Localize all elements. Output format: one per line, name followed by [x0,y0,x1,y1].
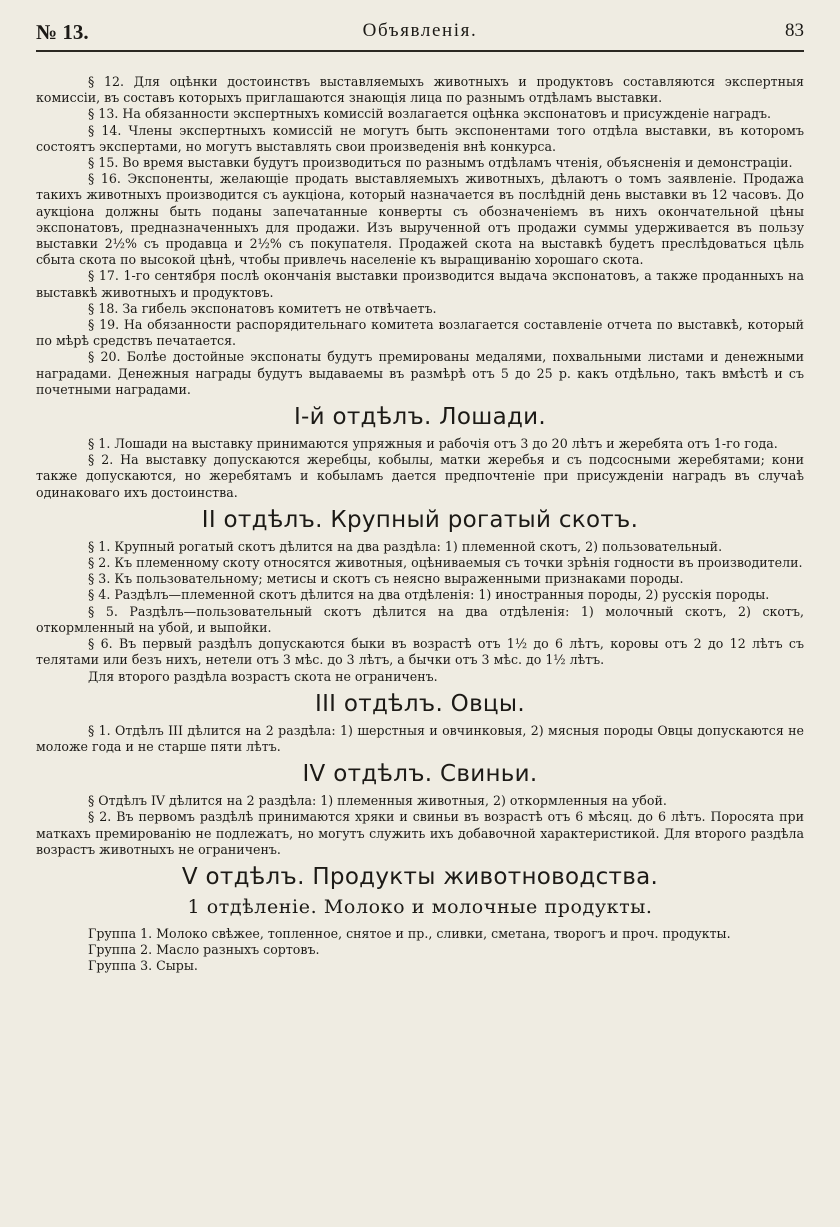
subsection-heading: 1 отдѣленіе. Молоко и молочные продукты. [187,895,653,918]
paragraph-16: § 16. Экспоненты, желающіе продать выставляемыхъ животныхъ, дѣлаютъ о томъ заявленіе. Продажа такихъ животныхъ производится съ аукціона, который назначается въ послѣдній день выставки въ 12 часовъ. До аукціона должны быть поданы запечатанные конверты съ обозначеніемъ въ нихъ окончательной цѣны экспонатовъ, предназначенныхъ для продажи. Изъ вырученной отъ продажи суммы удерживается въ пользу выставки 2½% съ продавца и 2½% съ покупателя. Продажей скота на выставкѣ будетъ преслѣдоваться цѣль сбыта скота по высокой цѣнѣ, чтобы привлечь населеніе къ выращиванію хорошаго скота. [36,171,804,268]
page-body [36,74,804,975]
paragraph-15: § 15. Во время выставки будутъ производиться по разнымъ отдѣламъ чтенія, объясненія и демонстраціи. [88,155,793,171]
paragraph: § 4. Раздѣлъ—племенной скотъ дѣлится на два отдѣленія: 1) иностранныя породы, 2) русскія породы. [88,587,770,603]
section-heading: IV отдѣлъ. Свиньи. [302,761,538,788]
paragraph: § 2. Въ первомъ раздѣлѣ принимаются хряки и свиньи въ возрастѣ отъ 6 мѣсяц. до 6 лѣтъ. Поросята при маткахъ премированію не подлежатъ, но могутъ служить ихъ добавочной характеристикой. Для второго раздѣла возрастъ животныхъ не ограниченъ. [36,809,804,857]
paragraph: § 5. Раздѣлъ—пользовательный скотъ дѣлится на два отдѣленія: 1) молочный скотъ, 2) скотъ, откормленный на убой, и выпойки. [36,603,804,635]
paragraph: § 1. Крупный рогатый скотъ дѣлится на два раздѣла: 1) племенной скотъ, 2) пользовательный. [88,538,723,554]
section-heading: I-й отдѣлъ. Лошади. [293,404,547,431]
paragraph-13: § 13. На обязанности экспертныхъ комиссій возлагается оцѣнка экспонатовъ и присужденіе наградъ. [88,106,772,122]
section-sheep [36,689,804,755]
group-item: Группа 3. Сыры. [88,958,198,974]
group-list [36,926,804,975]
section-pigs [36,759,804,858]
paragraph: § 1. Отдѣлъ III дѣлится на 2 раздѣла: 1) шерстныя и овчинковыя, 2) мясныя породы Овцы допускаются не моложе года и не старше пяти лѣтъ. [36,722,804,754]
paragraph-12: § 12. Для оцѣнки достоинствъ выставляемыхъ животныхъ и продуктовъ составляются экспертныя комиссіи, въ составъ которыхъ приглашаются знающія лица по разнымъ отдѣламъ выставки. [36,74,804,106]
section-title: Объявленія. [362,20,478,41]
paragraph: § 1. Лошади на выставку принимаются упряжныя и рабочія отъ 3 до 20 лѣтъ и жеребята отъ 1-го года. [88,436,778,452]
section-cattle [36,505,804,685]
paragraph: § 6. Въ первый раздѣлъ допускаются быки въ возрастѣ отъ 1½ до 6 лѣтъ, коровы отъ 2 до 12 лѣтъ съ телятами или безъ нихъ, нетели отъ 3 мѣс. до 3 лѣтъ, а бычки отъ 3 мѣс. до 1½ лѣтъ. [36,636,804,668]
paragraph-18: § 18. За гибель экспонатовъ комитетъ не отвѣчаетъ. [88,300,437,316]
paragraph-17: § 17. 1-го сентября послѣ окончанія выставки производится выдача экспонатовъ, а также проданныхъ на выставкѣ животныхъ и продуктовъ. [36,268,804,300]
section-heading: II отдѣлъ. Крупный рогатый скотъ. [201,506,639,533]
paragraph: § Отдѣлъ IV дѣлится на 2 раздѣла: 1) племенныя животныя, 2) откормленныя на убой. [88,793,667,809]
section-heading: III отдѣлъ. Овцы. [315,690,525,717]
page-number: 83 [785,20,804,41]
paragraph: § 2. На выставку допускаются жеребцы, кобылы, матки жеребья и съ подсосными жеребятами; кони также допускаются, но жеребятамъ и кобыламъ дается предпочтеніе при присужденіи наградъ въ случаѣ одинаковаго ихъ достоинства. [36,452,804,500]
section-heading: V отдѣлъ. Продукты животноводства. [181,863,659,890]
rules-block [36,74,804,398]
paragraph: Для второго раздѣла возрастъ скота не ограниченъ. [88,668,438,684]
header-rule [36,50,804,52]
paragraph-14: § 14. Члены экспертныхъ комиссій не могутъ быть экспонентами того отдѣла выставки, въ которомъ состоятъ экспертами, но могутъ выставлять свои произведенія внѣ конкурса. [36,122,804,154]
section-horses [36,402,804,501]
group-item: Группа 1. Молоко свѣжее, топленное, снятое и пр., сливки, сметана, творогъ и проч. продукты. [88,925,731,941]
paragraph: § 2. Къ племенному скоту относятся животныя, оцѣниваемыя съ точки зрѣнія годности въ производители. [88,555,803,571]
paragraph-19: § 19. На обязанности распорядительнаго комитета возлагается составленіе отчета по выставкѣ, который по мѣрѣ средствъ печатается. [36,317,804,349]
journal-page [36,0,804,1227]
paragraph-20: § 20. Болѣе достойные экспонаты будутъ премированы медалями, похвальными листами и денежными наградами. Денежныя награды будутъ выдаваемы въ размѣрѣ отъ 5 до 25 р. какъ отдѣльно, такъ вмѣстѣ и съ почетными наградами. [36,349,804,397]
running-header [36,0,804,52]
section-animal-products [36,862,804,975]
paragraph: § 3. Къ пользовательному; метисы и скотъ съ неясно выраженными признаками породы. [88,571,684,587]
group-item: Группа 2. Масло разныхъ сортовъ. [88,942,320,958]
issue-number: № 13. [36,20,89,44]
